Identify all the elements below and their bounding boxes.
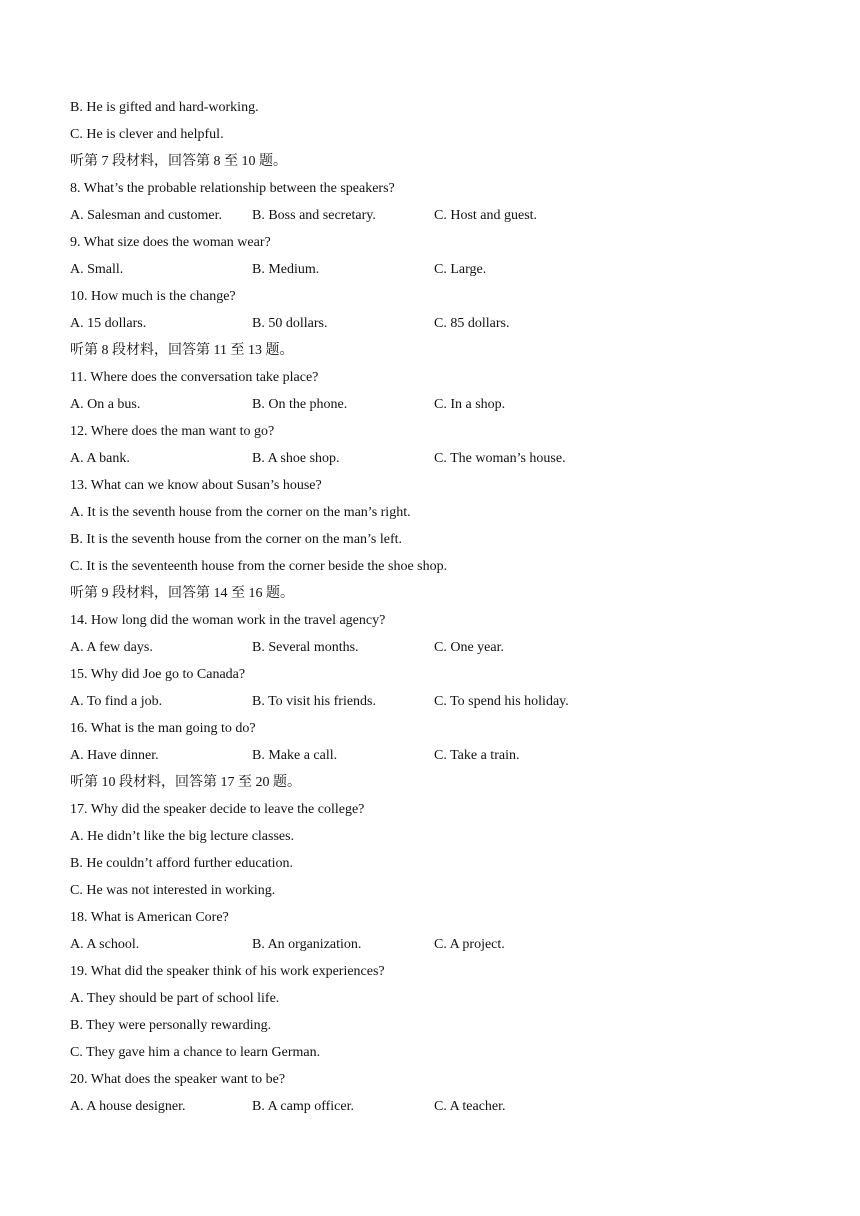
option-c: C. Host and guest. <box>434 208 538 223</box>
options-row <box>70 691 820 718</box>
option-c: C. One year. <box>434 640 504 655</box>
option-line: B. He is gifted and hard-working. <box>70 100 259 115</box>
option-line: B. It is the seventh house from the corner on the man’s left. <box>70 532 403 547</box>
option-b: B. Boss and secretary. <box>252 208 376 223</box>
section-heading: 听第 9 段材料，回答第 14 至 16 题。 <box>70 586 294 601</box>
question: 16. What is the man going to do? <box>70 721 256 736</box>
option-b: B. A shoe shop. <box>252 451 340 466</box>
option-line: C. He was not interested in working. <box>70 883 276 898</box>
listening-questions <box>70 97 820 1123</box>
section-heading: 听第 10 段材料，回答第 17 至 20 题。 <box>70 775 301 790</box>
option-a: A. A school. <box>70 937 140 952</box>
option-c: C. To spend his holiday. <box>434 694 569 709</box>
section-heading: 听第 8 段材料，回答第 11 至 13 题。 <box>70 343 294 358</box>
option-a: A. To find a job. <box>70 694 163 709</box>
options-row <box>70 394 820 421</box>
options-row <box>70 1096 820 1123</box>
option-line: B. He couldn’t afford further education. <box>70 856 294 871</box>
options-row <box>70 313 820 340</box>
option-a: A. A few days. <box>70 640 153 655</box>
question: 9. What size does the woman wear? <box>70 235 271 250</box>
option-b: B. Medium. <box>252 262 320 277</box>
options-row <box>70 448 820 475</box>
option-b: B. Make a call. <box>252 748 338 763</box>
option-b: B. On the phone. <box>252 397 348 412</box>
option-line: A. He didn’t like the big lecture classes. <box>70 829 295 844</box>
option-b: B. An organization. <box>252 937 362 952</box>
option-c: C. Large. <box>434 262 487 277</box>
question: 11. Where does the conversation take place? <box>70 370 319 385</box>
option-a: A. A bank. <box>70 451 130 466</box>
options-row <box>70 205 820 232</box>
question: 15. Why did Joe go to Canada? <box>70 667 246 682</box>
option-c: C. The woman’s house. <box>434 451 566 466</box>
option-line: C. It is the seventeenth house from the corner beside the shoe shop. <box>70 559 448 574</box>
question: 12. Where does the man want to go? <box>70 424 275 439</box>
question: 18. What is American Core? <box>70 910 229 925</box>
question: 17. Why did the speaker decide to leave the college? <box>70 802 365 817</box>
option-line: A. They should be part of school life. <box>70 991 280 1006</box>
question: 10. How much is the change? <box>70 289 236 304</box>
section-heading: 听第 7 段材料，回答第 8 至 10 题。 <box>70 154 287 169</box>
option-a: A. Small. <box>70 262 124 277</box>
question: 14. How long did the woman work in the travel agency? <box>70 613 386 628</box>
option-b: B. 50 dollars. <box>252 316 328 331</box>
option-line: C. They gave him a chance to learn German. <box>70 1045 321 1060</box>
option-line: A. It is the seventh house from the corner on the man’s right. <box>70 505 411 520</box>
option-b: B. To visit his friends. <box>252 694 376 709</box>
option-b: B. A camp officer. <box>252 1099 354 1114</box>
question: 8. What’s the probable relationship between the speakers? <box>70 181 395 196</box>
options-row <box>70 745 820 772</box>
option-c: C. Take a train. <box>434 748 520 763</box>
option-c: C. 85 dollars. <box>434 316 510 331</box>
option-c: C. A teacher. <box>434 1099 506 1114</box>
option-line: B. They were personally rewarding. <box>70 1018 272 1033</box>
options-row <box>70 934 820 961</box>
option-a: A. On a bus. <box>70 397 141 412</box>
question: 20. What does the speaker want to be? <box>70 1072 286 1087</box>
option-a: A. Have dinner. <box>70 748 159 763</box>
option-line: C. He is clever and helpful. <box>70 127 224 142</box>
option-b: B. Several months. <box>252 640 359 655</box>
options-row <box>70 637 820 664</box>
option-a: A. Salesman and customer. <box>70 208 223 223</box>
option-a: A. A house designer. <box>70 1099 186 1114</box>
option-c: C. In a shop. <box>434 397 506 412</box>
options-row <box>70 259 820 286</box>
question: 13. What can we know about Susan’s house? <box>70 478 322 493</box>
option-c: C. A project. <box>434 937 505 952</box>
option-a: A. 15 dollars. <box>70 316 147 331</box>
question: 19. What did the speaker think of his work experiences? <box>70 964 385 979</box>
